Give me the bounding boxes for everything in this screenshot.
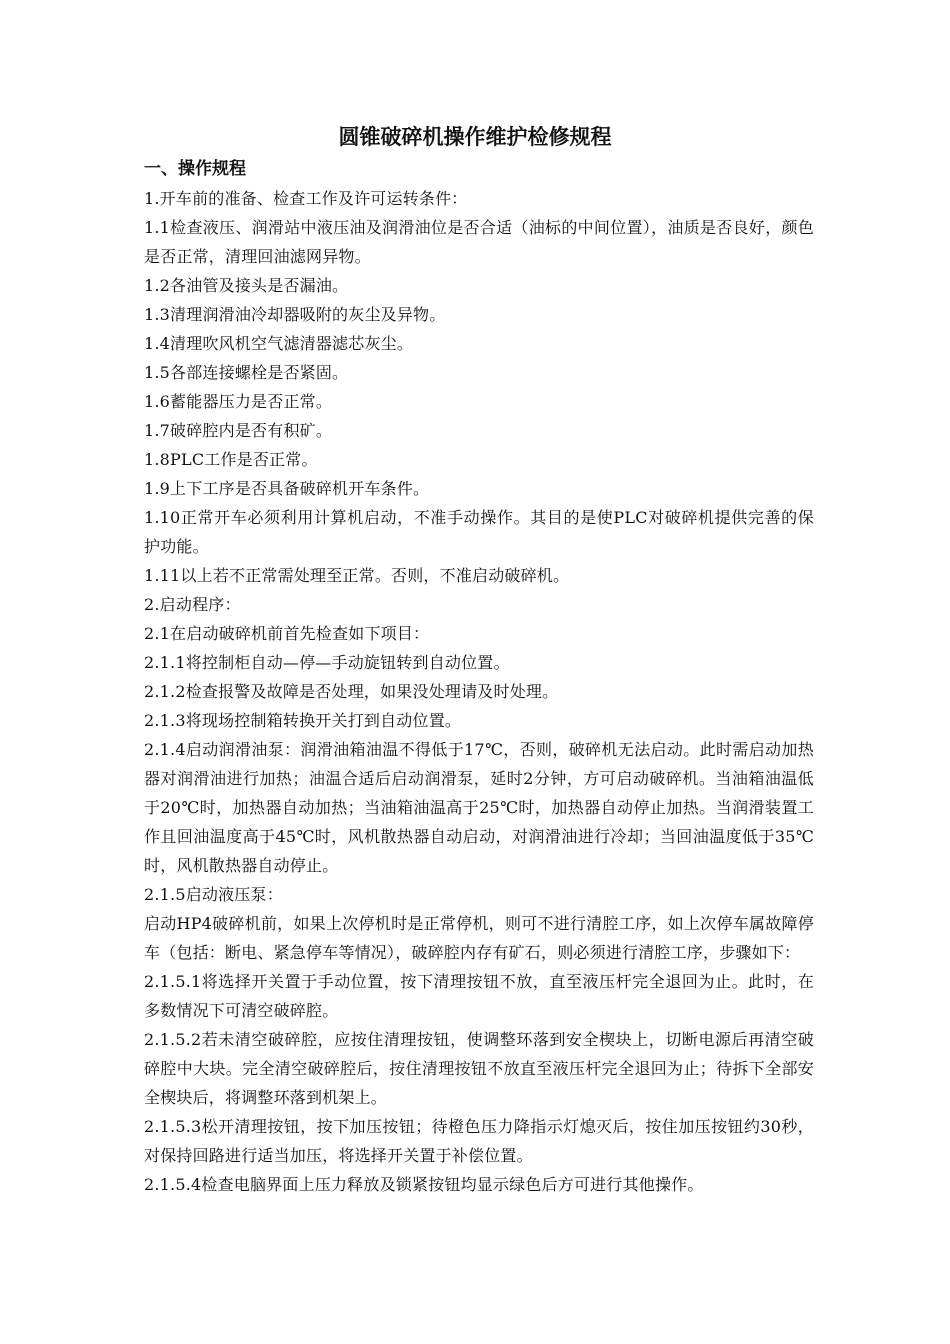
paragraph: 2.1.5.3松开清理按钮，按下加压按钮；待橙色压力降指示灯熄灭后，按住加压按钮约30秒，对保持回路进行适当加压，将选择开关置于补偿位置。 [144, 1117, 814, 1165]
paragraph: 1.3清理润滑油冷却器吸附的灰尘及异物。 [144, 305, 446, 324]
paragraph: 1.2各油管及接头是否漏油。 [144, 276, 349, 295]
paragraph: 启动HP4破碎机前，如果上次停机时是正常停机，则可不进行清腔工序，如上次停车属故障停车（包括：断电、紧急停车等情况），破碎腔内存有矿石，则必须进行清腔工序，步骤如下： [144, 914, 814, 962]
paragraph: 2.1在启动破碎机前首先检查如下项目： [144, 624, 430, 643]
paragraph: 2.1.5.4检查电脑界面上压力释放及锁紧按钮均显示绿色后方可进行其他操作。 [144, 1175, 704, 1194]
paragraph: 1.10正常开车必须利用计算机启动，不准手动操作。其目的是使PLC对破碎机提供完善的保护功能。 [144, 508, 814, 556]
paragraph: 1.5各部连接螺栓是否紧固。 [144, 363, 349, 382]
paragraph: 2.1.4启动润滑油泵：润滑油箱油温不得低于17℃，否则，破碎机无法启动。此时需启动加热器对润滑油进行加热；油温合适后启动润滑泵，延时2分钟，方可启动破碎机。当油箱油温低于20℃时，加热器自动加热；当油箱油温高于25℃时，加热器自动停止加热。当润滑装置工作且回油温度高于45℃时，风机散热器自动启动，对润滑油进行冷却；当回油温度低于35℃时，风机散热器自动停止。 [144, 740, 814, 875]
document-title: 圆锥破碎机操作维护检修规程 [338, 125, 612, 149]
paragraph: 2.1.5.2若未清空破碎腔，应按住清理按钮，使调整环落到安全楔块上，切断电源后再清空破碎腔中大块。完全清空破碎腔后，按住清理按钮不放直至液压杆完全退回为止；待拆下全部安全楔块后，将调整环落到机架上。 [144, 1030, 814, 1107]
paragraph: 1.7破碎腔内是否有积矿。 [144, 421, 333, 440]
document-body [144, 155, 814, 1199]
paragraph: 1.4清理吹风机空气滤清器滤芯灰尘。 [144, 334, 414, 353]
paragraph: 2.1.2检查报警及故障是否处理，如果没处理请及时处理。 [144, 682, 559, 701]
paragraph: 1.6蓄能器压力是否正常。 [144, 392, 333, 411]
paragraph: 1.11以上若不正常需处理至正常。否则，不准启动破碎机。 [144, 566, 570, 585]
paragraph: 1.开车前的准备、检查工作及许可运转条件： [144, 189, 468, 208]
paragraph: 2.启动程序： [144, 595, 241, 614]
section-heading: 一、操作规程 [144, 159, 246, 179]
paragraph: 2.1.3将现场控制箱转换开关打到自动位置。 [144, 711, 462, 730]
paragraph: 2.1.1将控制柜自动—停—手动旋钮转到自动位置。 [144, 653, 510, 672]
paragraph: 2.1.5.1将选择开关置于手动位置，按下清理按钮不放，直至液压杆完全退回为止。此时，在多数情况下可清空破碎腔。 [144, 972, 814, 1020]
paragraph: 1.9上下工序是否具备破碎机开车条件。 [144, 479, 430, 498]
paragraph: 2.1.5启动液压泵： [144, 885, 283, 904]
paragraph: 1.1检查液压、润滑站中液压油及润滑油位是否合适（油标的中间位置），油质是否良好，颜色是否正常，清理回油滤网异物。 [144, 218, 814, 266]
paragraph: 1.8PLC工作是否正常。 [144, 450, 318, 469]
